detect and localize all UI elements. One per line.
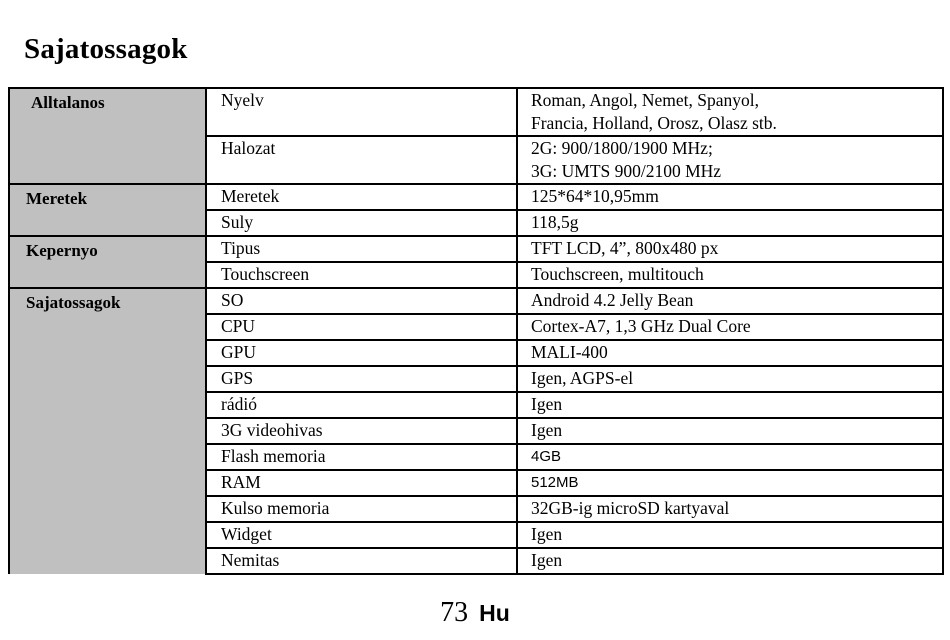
value-cell [517, 88, 943, 136]
property-cell: rádió [206, 392, 517, 418]
property-cell: Tipus [206, 236, 517, 262]
value-cell: Igen [517, 418, 943, 444]
table-row [9, 88, 943, 136]
value-cell: Android 4.2 Jelly Bean [517, 288, 943, 314]
page-number: 73 [440, 597, 469, 628]
language-code: Hu [479, 600, 510, 626]
property-cell: Kulso memoria [206, 496, 517, 522]
property-cell: Flash memoria [206, 444, 517, 470]
value-cell: Igen [517, 392, 943, 418]
property-cell: Nemitas [206, 548, 517, 574]
property-cell: CPU [206, 314, 517, 340]
value-cell: Igen [517, 548, 943, 574]
value-cell: Cortex-A7, 1,3 GHz Dual Core [517, 314, 943, 340]
property-cell: SO [206, 288, 517, 314]
value-cell: Touchscreen, multitouch [517, 262, 943, 288]
property-cell: Meretek [206, 184, 517, 210]
value-line: Roman, Angol, Nemet, Spanyol, [531, 90, 759, 110]
property-cell: GPS [206, 366, 517, 392]
category-cell: Alltalanos [9, 88, 206, 184]
value-cell [517, 136, 943, 184]
specifications-table [8, 87, 944, 575]
category-cell: Sajatossagok [9, 288, 206, 574]
value-cell: TFT LCD, 4”, 800x480 px [517, 236, 943, 262]
property-cell: Halozat [206, 136, 517, 184]
table-row [9, 288, 943, 314]
property-cell: GPU [206, 340, 517, 366]
value-line: 3G: UMTS 900/2100 MHz [531, 161, 722, 181]
value-line: Francia, Holland, Orosz, Olasz stb. [531, 113, 777, 133]
value-cell: 32GB-ig microSD kartyaval [517, 496, 943, 522]
property-cell: Touchscreen [206, 262, 517, 288]
page-footer [0, 597, 950, 629]
property-cell: Suly [206, 210, 517, 236]
property-cell: Widget [206, 522, 517, 548]
value-cell: 118,5g [517, 210, 943, 236]
property-cell: RAM [206, 470, 517, 496]
value-cell: 512MB [517, 470, 943, 496]
value-cell: MALI-400 [517, 340, 943, 366]
category-cell: Kepernyo [9, 236, 206, 288]
value-cell: Igen [517, 522, 943, 548]
page-title: Sajatossagok [24, 33, 188, 65]
table-row [9, 236, 943, 262]
value-cell: Igen, AGPS-el [517, 366, 943, 392]
category-cell: Meretek [9, 184, 206, 236]
value-cell: 4GB [517, 444, 943, 470]
property-cell: Nyelv [206, 88, 517, 136]
value-cell: 125*64*10,95mm [517, 184, 943, 210]
table-row [9, 184, 943, 210]
value-line: 2G: 900/1800/1900 MHz; [531, 138, 713, 158]
property-cell: 3G videohivas [206, 418, 517, 444]
